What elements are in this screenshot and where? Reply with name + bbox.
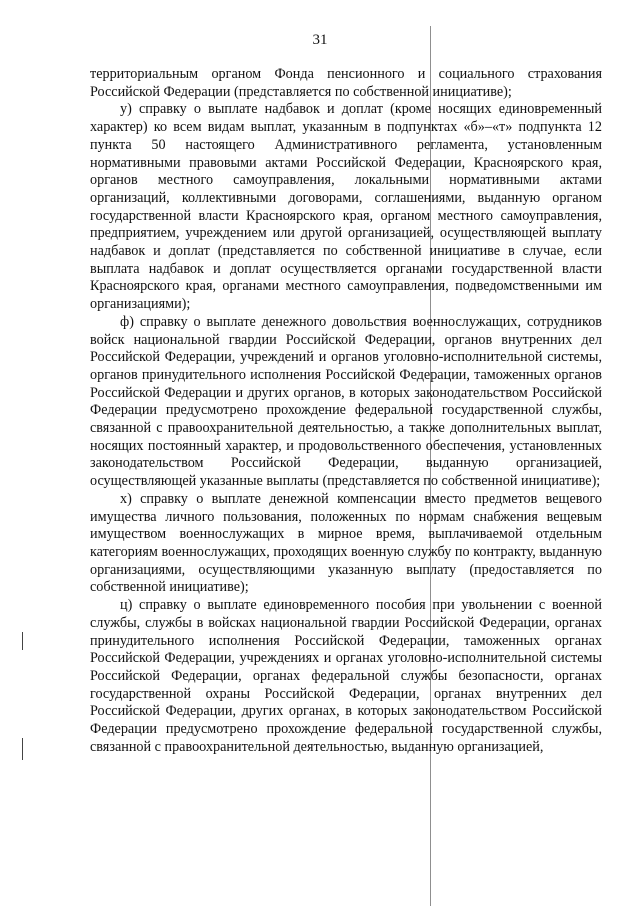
page-number: 31	[312, 32, 328, 48]
document-body	[90, 66, 602, 756]
paragraph-u: у) справку о выплате надбавок и доплат (кроме носящих единовременный характер) ко всем видам выплат, указанным в подпунктах «б»–«т» подпункта 12 пункта 50 настоящего Административного регламента, установленным нормативными правовыми актами Российской Федерации, Красноярского края, органов местного самоуправления, локальными нормативными актами организаций, коллективными договорами, соглашениями, выданную органом государственной власти Красноярского края, органом местного самоуправления, предприятием, учреждением или другой организацией, осуществляющей выплату надбавок и доплат (представляется по собственной инициативе в случае, если выплата надбавок и доплат осуществляется органами государственной власти Красноярского края, органами местного самоуправления, подведомственными им организациями);	[90, 101, 602, 313]
scan-margin-mark	[22, 738, 23, 760]
paragraph-ts: ц) справку о выплате единовременного пособия при увольнении с военной службы, службы в войсках национальной гвардии Российской Федерации, органах принудительного исполнения Российской Федерации, таможенных органах Российской Федерации, учреждениях и органах уголовно-исполнительной системы Российской Федерации, органах федеральной службы безопасности, органах государственной охраны Российской Федерации, органах внутренних дел Российской Федерации, других органах, в которых законодательством Российской Федерации предусмотрено прохождение федеральной государственной службы, связанной с правоохранительной деятельностью, выданную организацией,	[90, 597, 602, 755]
scan-margin-mark	[22, 632, 23, 650]
paragraph-continuation: территориальным органом Фонда пенсионного и социального страхования Российской Федерации (представляется по собственной инициативе);	[90, 66, 602, 100]
paragraph-f: ф) справку о выплате денежного довольствия военнослужащих, сотрудников войск национальной гвардии Российской Федерации, органов внутренних дел Российской Федерации, учреждений и органов уголовно-исполнительной системы, органов принудительного исполнения Российской Федерации, таможенных органов Российской Федерации и других органов, в которых законодательством Российской Федерации предусмотрено прохождение федеральной государственной службы, связанной с правоохранительной деятельностью, а также дополнительных выплат, носящих постоянный характер, и продовольственного обеспечения, установленных законодательством Российской Федерации, выданную организацией, осуществляющей указанные выплаты (представляется по собственной инициативе);	[90, 313, 602, 490]
paragraph-kh: х) справку о выплате денежной компенсации вместо предметов вещевого имущества личного пользования, положенных по нормам снабжения вещевым имуществом военнослужащих в мирное время, выплачиваемой отдельным категориям военнослужащих, проходящих военную службу по контракту, выданную организациями, осуществляющими указанную выплату (предоставляется по собственной инициативе);	[90, 490, 602, 596]
